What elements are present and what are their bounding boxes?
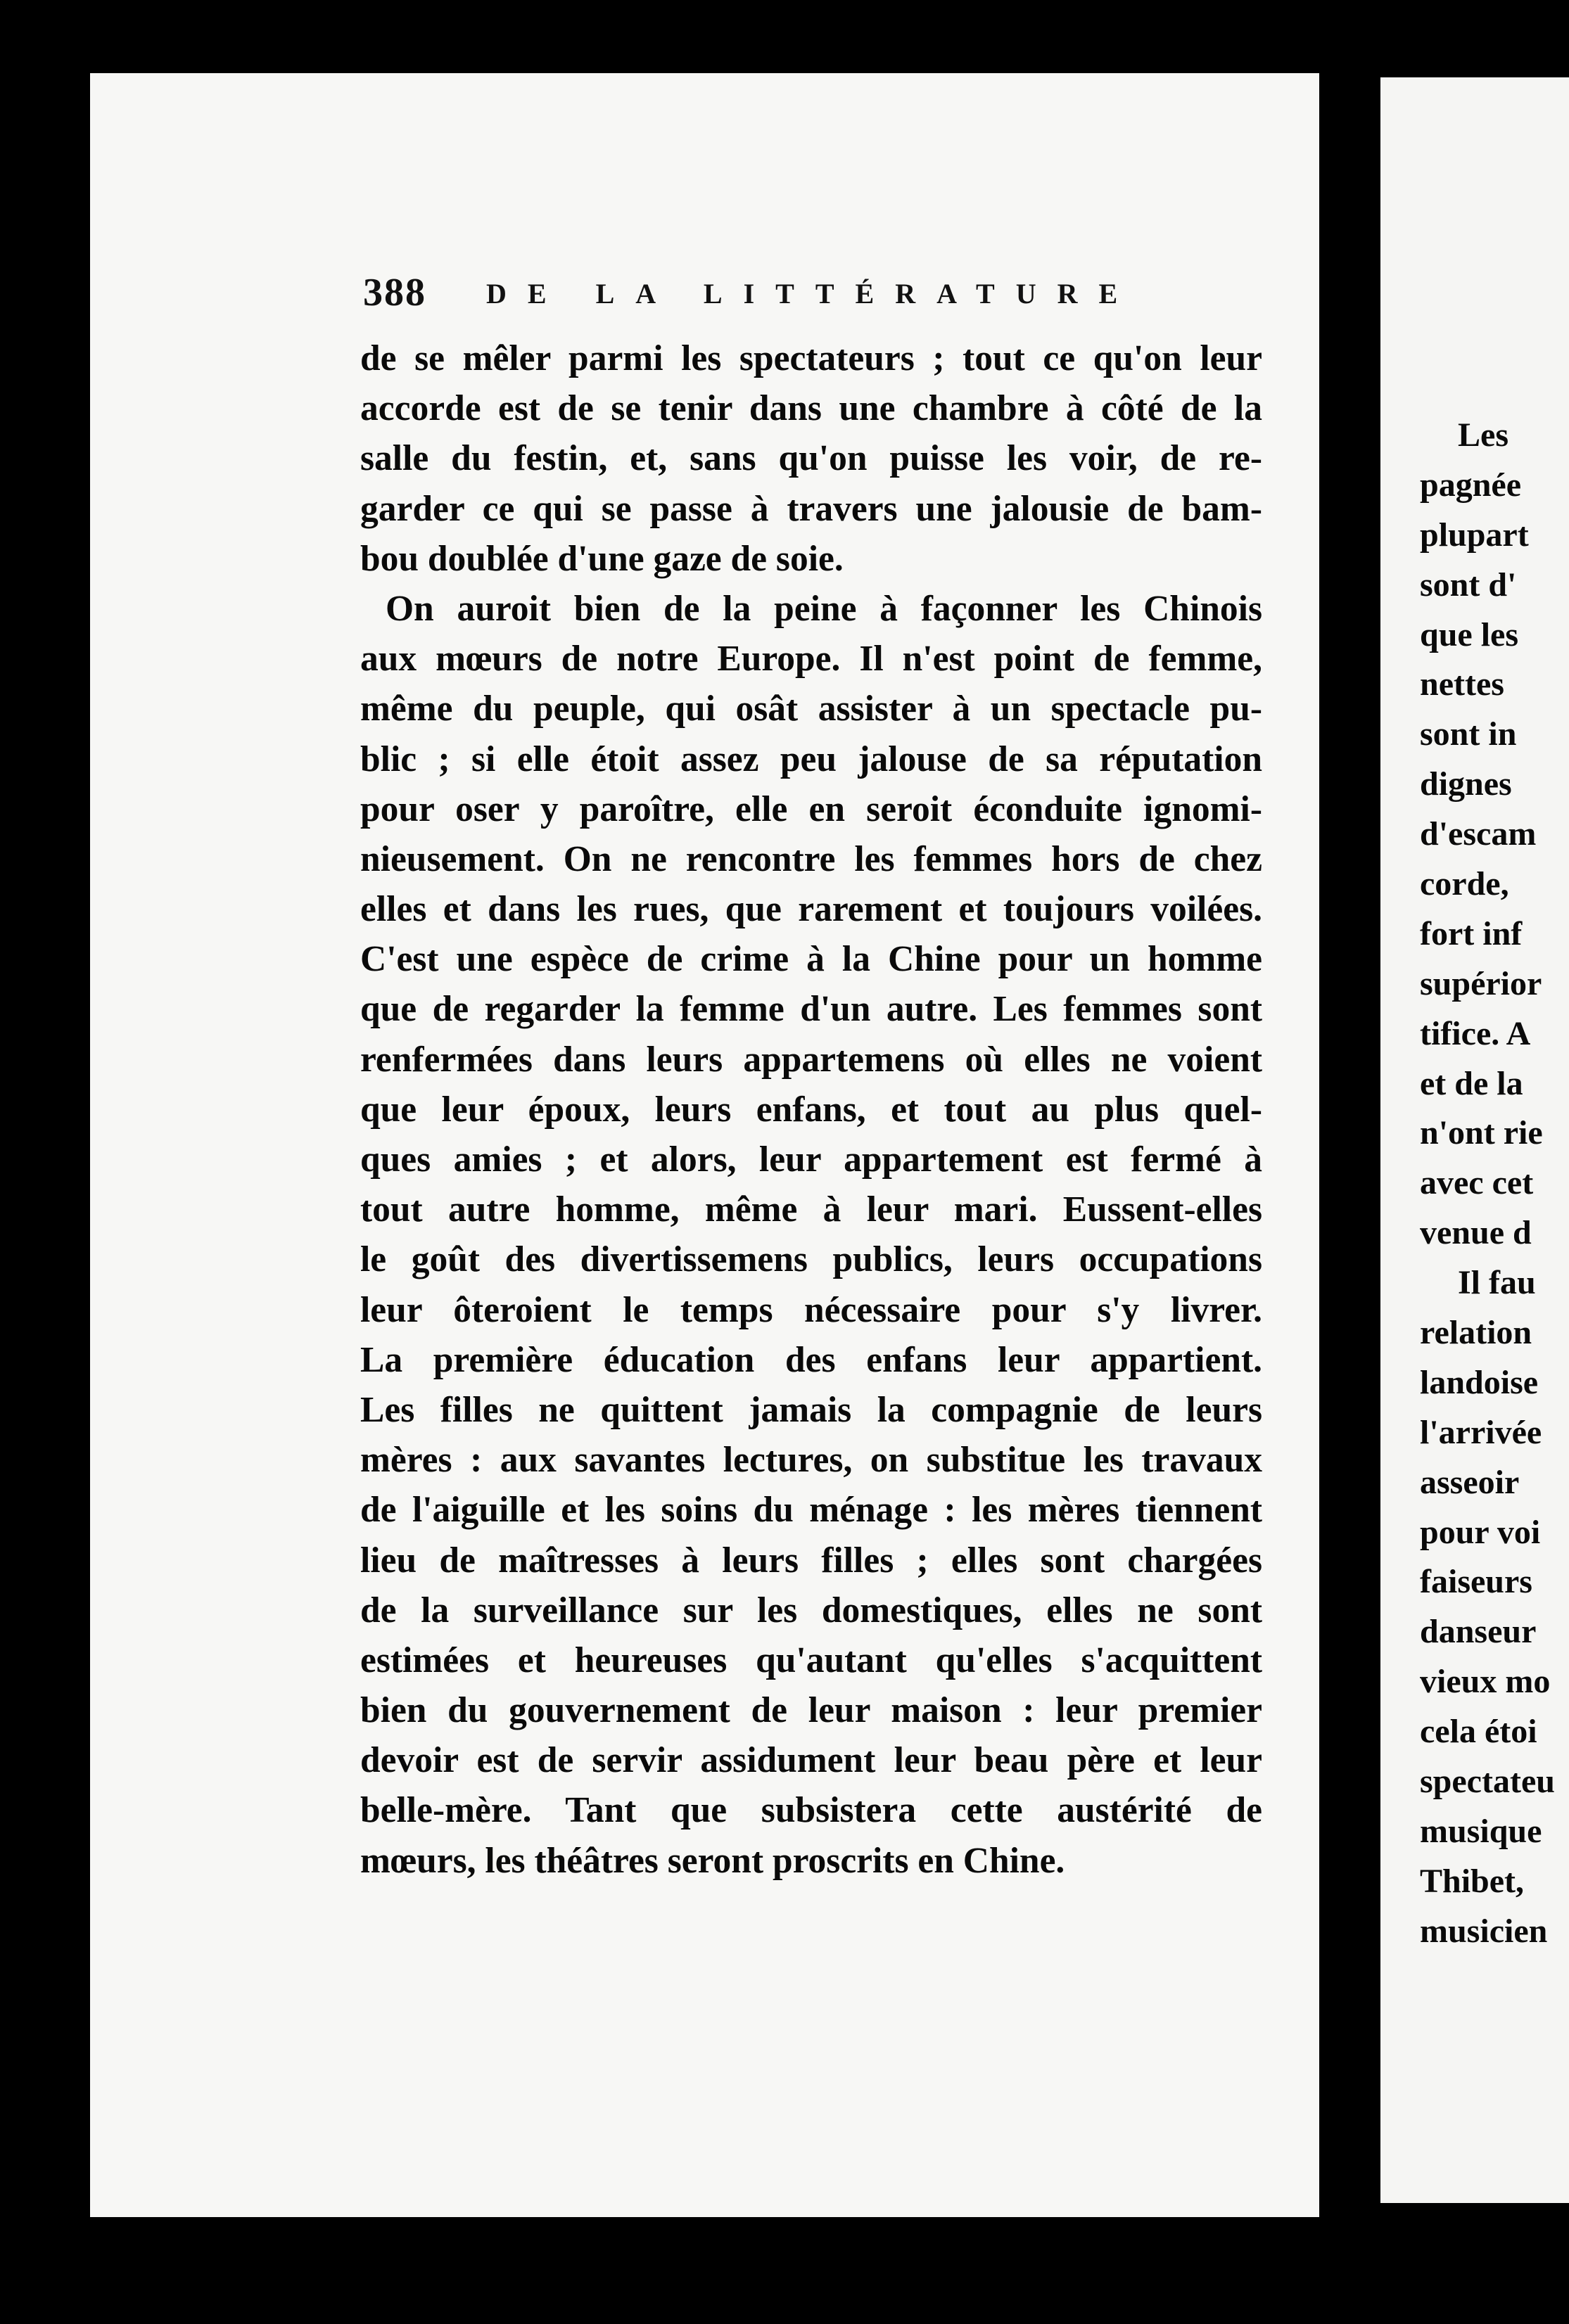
book-gutter [1341, 63, 1369, 2209]
right-text-line: d'escam [1420, 815, 1537, 853]
text-line: bou doublée d'une gaze de soie. [360, 538, 844, 579]
text-line: On auroit bien de la peine à façonner les Chinois [386, 588, 1262, 629]
right-text-line: danseur [1420, 1613, 1537, 1651]
text-line: Les filles ne quittent jamais la compagnie de leurs [360, 1389, 1262, 1430]
right-text-line: sont d' [1420, 566, 1517, 604]
text-line: bien du gouvernement de leur maison : leur premier [360, 1690, 1262, 1731]
right-text-line: fort inf [1420, 914, 1523, 952]
text-line: que de regarder la femme d'un autre. Les femmes sont [360, 989, 1262, 1030]
left-page-text [360, 333, 1262, 1886]
right-text-line: vieux mo [1420, 1663, 1551, 1701]
right-text-line: avec cet [1420, 1164, 1534, 1202]
text-line: pour oser y paroître, elle en seroit éconduite ignomi- [360, 788, 1262, 829]
text-line: aux mœurs de notre Europe. Il n'est point de femme, [360, 639, 1262, 679]
text-line: lieu de maîtresses à leurs filles ; elles sont chargées [360, 1540, 1262, 1581]
right-text-line: landoise [1420, 1363, 1539, 1401]
text-line: blic ; si elle étoit assez peu jalouse de sa réputation [360, 739, 1262, 779]
text-line: tout autre homme, même à leur mari. Eussent-elles [360, 1189, 1262, 1230]
right-text-line: tifice. A [1420, 1014, 1531, 1052]
right-text-line: spectateu [1420, 1763, 1555, 1801]
text-line: que leur époux, leurs enfans, et tout au plus quel- [360, 1089, 1262, 1130]
text-line: belle-mère. Tant que subsistera cette austérité de [360, 1790, 1262, 1831]
text-line: C'est une espèce de crime à la Chine pour un homme [360, 939, 1262, 980]
page-number: 388 [363, 271, 426, 314]
text-line: mœurs, les théâtres seront proscrits en Chine. [360, 1840, 1065, 1881]
right-page-text [1380, 411, 1569, 1957]
right-text-line: Thibet, [1420, 1862, 1525, 1900]
right-text-line: nettes [1420, 665, 1504, 703]
text-line: elles et dans les rues, que rarement et toujours voilées. [360, 889, 1262, 930]
text-line: garder ce qui se passe à travers une jalousie de bam- [360, 488, 1262, 529]
text-line: même du peuple, qui osât assister à un spectacle pu- [360, 689, 1262, 729]
right-text-line: supérior [1420, 964, 1542, 1002]
right-text-line: pour voi [1420, 1513, 1541, 1551]
text-line: nieusement. On ne rencontre les femmes hors de chez [360, 838, 1262, 879]
right-text-line: cela étoi [1420, 1713, 1537, 1751]
right-text-line: faiseurs [1420, 1563, 1532, 1601]
right-text-line: corde, [1420, 865, 1509, 903]
right-text-line: que les [1420, 615, 1519, 653]
text-line: leur ôteroient le temps nécessaire pour s'y livrer. [360, 1289, 1262, 1330]
right-text-line: et de la [1420, 1064, 1523, 1102]
text-line: de se mêler parmi les spectateurs ; tout ce qu'on leur [360, 338, 1262, 378]
right-text-line: musicien [1420, 1912, 1548, 1950]
running-head [363, 270, 1139, 326]
text-line: devoir est de servir assidument leur beau père et leur [360, 1740, 1262, 1781]
text-line: estimées et heureuses qu'autant qu'elles s'acquittent [360, 1640, 1262, 1680]
right-text-line: pagnée [1420, 466, 1521, 504]
text-line: le goût des divertissemens publics, leurs occupations [360, 1239, 1262, 1280]
text-line: salle du festin, et, sans qu'on puisse les voir, de re- [360, 438, 1262, 479]
text-line: accorde est de se tenir dans une chambre à côté de la [360, 388, 1262, 429]
right-text-line: sont in [1420, 715, 1517, 753]
right-page [1380, 77, 1569, 2203]
text-line: renfermées dans leurs appartemens où elles ne voient [360, 1039, 1262, 1080]
right-text-line: l'arrivée [1420, 1413, 1542, 1451]
text-line: ques amies ; et alors, leur appartement est fermé à [360, 1139, 1262, 1180]
right-text-line: venue d [1420, 1214, 1532, 1252]
right-text-line: asseoir [1420, 1463, 1520, 1501]
text-line: La première éducation des enfans leur appartient. [360, 1339, 1262, 1380]
right-text-line: n'ont rie [1420, 1114, 1543, 1152]
right-text-line: dignes [1420, 765, 1512, 803]
right-text-line: Il fau [1458, 1264, 1536, 1302]
right-text-line: musique [1420, 1812, 1542, 1850]
right-text-line: plupart [1420, 516, 1529, 554]
text-line: de l'aiguille et les soins du ménage : les mères tiennent [360, 1490, 1262, 1531]
running-title: DE LA LITTÉRATURE [486, 278, 1139, 309]
text-line: de la surveillance sur les domestiques, elles ne sont [360, 1590, 1262, 1630]
right-text-line: Les [1458, 416, 1508, 454]
text-line: mères : aux savantes lectures, on substitue les travaux [360, 1440, 1262, 1481]
right-text-line: relation [1420, 1314, 1532, 1352]
